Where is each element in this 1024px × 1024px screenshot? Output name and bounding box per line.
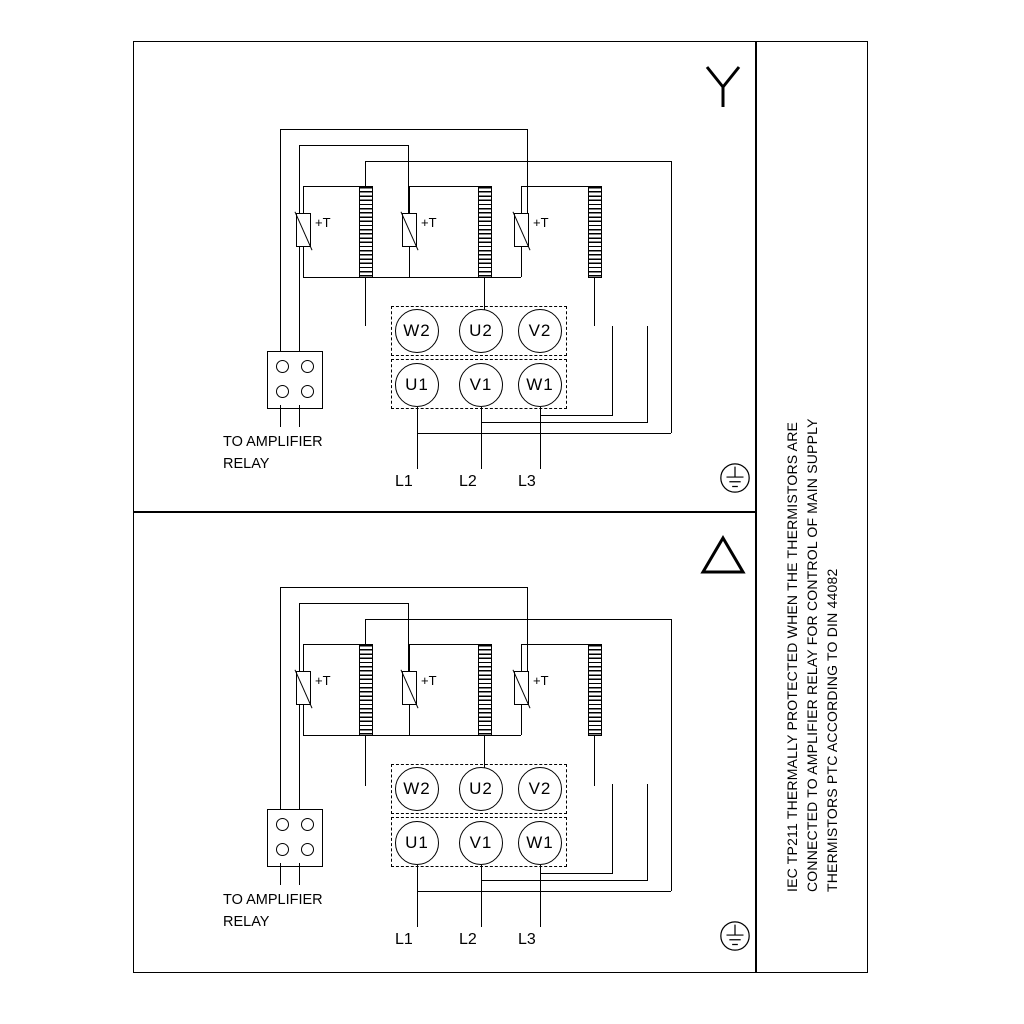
winding-coil-3 bbox=[588, 644, 602, 736]
phase-l2-lead bbox=[481, 865, 482, 927]
connector-lead-right bbox=[299, 863, 300, 885]
thermistor-2-label: +T bbox=[421, 215, 437, 230]
phase-label-l1: L1 bbox=[395, 931, 413, 948]
thermistor-3-top-lead bbox=[521, 186, 522, 213]
connector-pin-2 bbox=[301, 818, 314, 831]
thermistor-1-top-link bbox=[303, 186, 359, 187]
terminal-w1[interactable]: W1 bbox=[518, 821, 562, 865]
thermistor-2-3-link bbox=[409, 277, 521, 278]
terminal-u1[interactable]: U1 bbox=[395, 363, 439, 407]
thermistor-3-bottom-lead bbox=[521, 705, 522, 735]
thermistor-1-top-lead bbox=[303, 186, 304, 213]
phase-l1-lead bbox=[417, 865, 418, 927]
amplifier-label-line1: TO AMPLIFIER bbox=[223, 892, 323, 908]
thermistor-1-bottom-lead bbox=[303, 247, 304, 277]
wire-top-bus-c bbox=[365, 619, 672, 620]
thermistor-1-top-link bbox=[303, 644, 359, 645]
thermistor-3-label: +T bbox=[533, 215, 549, 230]
star-connection-panel bbox=[133, 41, 755, 511]
thermistor-2-3-link bbox=[409, 735, 521, 736]
thermistor-2 bbox=[402, 671, 417, 705]
terminal-v2[interactable]: V2 bbox=[518, 309, 562, 353]
coil-3-lead bbox=[594, 736, 595, 786]
thermistor-3 bbox=[514, 671, 529, 705]
earth-ground-symbol bbox=[711, 461, 759, 495]
thermistor-1 bbox=[296, 213, 311, 247]
thermistor-1-2-link bbox=[303, 735, 409, 736]
amplifier-label-line1: TO AMPLIFIER bbox=[223, 434, 323, 450]
winding-coil-3 bbox=[588, 186, 602, 278]
phase-l2-lead bbox=[481, 407, 482, 469]
connector-pin-3 bbox=[276, 843, 289, 856]
return-wire-c bbox=[540, 873, 613, 874]
thermistor-3-top-link bbox=[521, 186, 588, 187]
note-column-divider bbox=[755, 41, 757, 973]
thermistor-3-label: +T bbox=[533, 673, 549, 688]
connector-pin-2 bbox=[301, 360, 314, 373]
connector-pin-4 bbox=[301, 843, 314, 856]
return-wire-b-up bbox=[647, 326, 648, 422]
terminal-v1[interactable]: V1 bbox=[459, 363, 503, 407]
wire-top-bus-a bbox=[280, 129, 528, 130]
terminal-v2[interactable]: V2 bbox=[518, 767, 562, 811]
thermistor-3-top-link bbox=[521, 644, 588, 645]
phase-l3-lead bbox=[540, 865, 541, 927]
connector-lead-left bbox=[280, 863, 281, 885]
return-wire-a bbox=[417, 433, 671, 434]
amplifier-connector-block bbox=[267, 351, 323, 409]
thermistor-2-top-link bbox=[409, 186, 478, 187]
phase-label-l1: L1 bbox=[395, 473, 413, 490]
thermistor-1-label: +T bbox=[315, 673, 331, 688]
thermistor-3-bottom-lead bbox=[521, 247, 522, 277]
connector-pin-3 bbox=[276, 385, 289, 398]
thermistor-2-label: +T bbox=[421, 673, 437, 688]
note-line-1: IEC TP211 THERMALLY PROTECTED WHEN THE THERMISTORS ARE bbox=[784, 421, 800, 892]
connector-pin-1 bbox=[276, 360, 289, 373]
terminal-v1[interactable]: V1 bbox=[459, 821, 503, 865]
thermistor-1 bbox=[296, 671, 311, 705]
connector-lead-left bbox=[280, 405, 281, 427]
thermistor-1-bottom-lead bbox=[303, 705, 304, 735]
wire-top-bus-b bbox=[299, 603, 409, 604]
thermistor-2-top-lead bbox=[409, 644, 410, 671]
coil-1-lead bbox=[365, 278, 366, 326]
thermistor-2-bottom-lead bbox=[409, 247, 410, 277]
phase-label-l2: L2 bbox=[459, 931, 477, 948]
delta-connection-panel bbox=[133, 512, 755, 982]
thermistor-2-top-lead bbox=[409, 186, 410, 213]
note-line-2: CONNECTED TO AMPLIFIER RELAY FOR CONTROL OF MAIN SUPPLY bbox=[804, 418, 820, 892]
star-wye-symbol bbox=[698, 59, 748, 109]
connector-lead-right bbox=[299, 405, 300, 427]
coil-3-lead bbox=[594, 278, 595, 326]
amplifier-label-line2: RELAY bbox=[223, 456, 270, 472]
thermistor-1-2-link bbox=[303, 277, 409, 278]
return-wire-c bbox=[540, 415, 613, 416]
amplifier-connector-block bbox=[267, 809, 323, 867]
terminal-w2[interactable]: W2 bbox=[395, 767, 439, 811]
phase-l3-lead bbox=[540, 407, 541, 469]
phase-l1-lead bbox=[417, 407, 418, 469]
winding-coil-1 bbox=[359, 644, 373, 736]
wire-top-bus-a bbox=[280, 587, 528, 588]
terminal-u2[interactable]: U2 bbox=[459, 767, 503, 811]
return-wire-c-up bbox=[612, 784, 613, 873]
phase-label-l3: L3 bbox=[518, 473, 536, 490]
terminal-u1[interactable]: U1 bbox=[395, 821, 439, 865]
terminal-w2[interactable]: W2 bbox=[395, 309, 439, 353]
amplifier-label-line2: RELAY bbox=[223, 914, 270, 930]
wire-top-bus-c-right-down bbox=[671, 619, 672, 891]
thermistor-3-top-lead bbox=[521, 644, 522, 671]
note-line-3: THERMISTORS PTC ACCORDING TO DIN 44082 bbox=[824, 568, 840, 892]
winding-coil-2 bbox=[478, 186, 492, 278]
phase-label-l3: L3 bbox=[518, 931, 536, 948]
winding-coil-1 bbox=[359, 186, 373, 278]
return-wire-b bbox=[481, 880, 648, 881]
coil-1-lead bbox=[365, 736, 366, 786]
winding-coil-2 bbox=[478, 644, 492, 736]
earth-ground-symbol bbox=[711, 919, 759, 953]
terminal-w1[interactable]: W1 bbox=[518, 363, 562, 407]
return-wire-c-up bbox=[612, 326, 613, 415]
wire-top-bus-c bbox=[365, 161, 672, 162]
thermistor-3 bbox=[514, 213, 529, 247]
return-wire-a bbox=[417, 891, 671, 892]
return-wire-b-up bbox=[647, 784, 648, 880]
thermistor-2-top-link bbox=[409, 644, 478, 645]
terminal-u2[interactable]: U2 bbox=[459, 309, 503, 353]
wire-top-bus-c-right-down bbox=[671, 161, 672, 433]
connector-pin-4 bbox=[301, 385, 314, 398]
wire-top-bus-b bbox=[299, 145, 409, 146]
phase-label-l2: L2 bbox=[459, 473, 477, 490]
thermistor-2-bottom-lead bbox=[409, 705, 410, 735]
delta-triangle-symbol bbox=[698, 532, 748, 578]
thermistor-1-label: +T bbox=[315, 215, 331, 230]
thermistor-2 bbox=[402, 213, 417, 247]
connector-pin-1 bbox=[276, 818, 289, 831]
return-wire-b bbox=[481, 422, 648, 423]
thermistor-1-top-lead bbox=[303, 644, 304, 671]
